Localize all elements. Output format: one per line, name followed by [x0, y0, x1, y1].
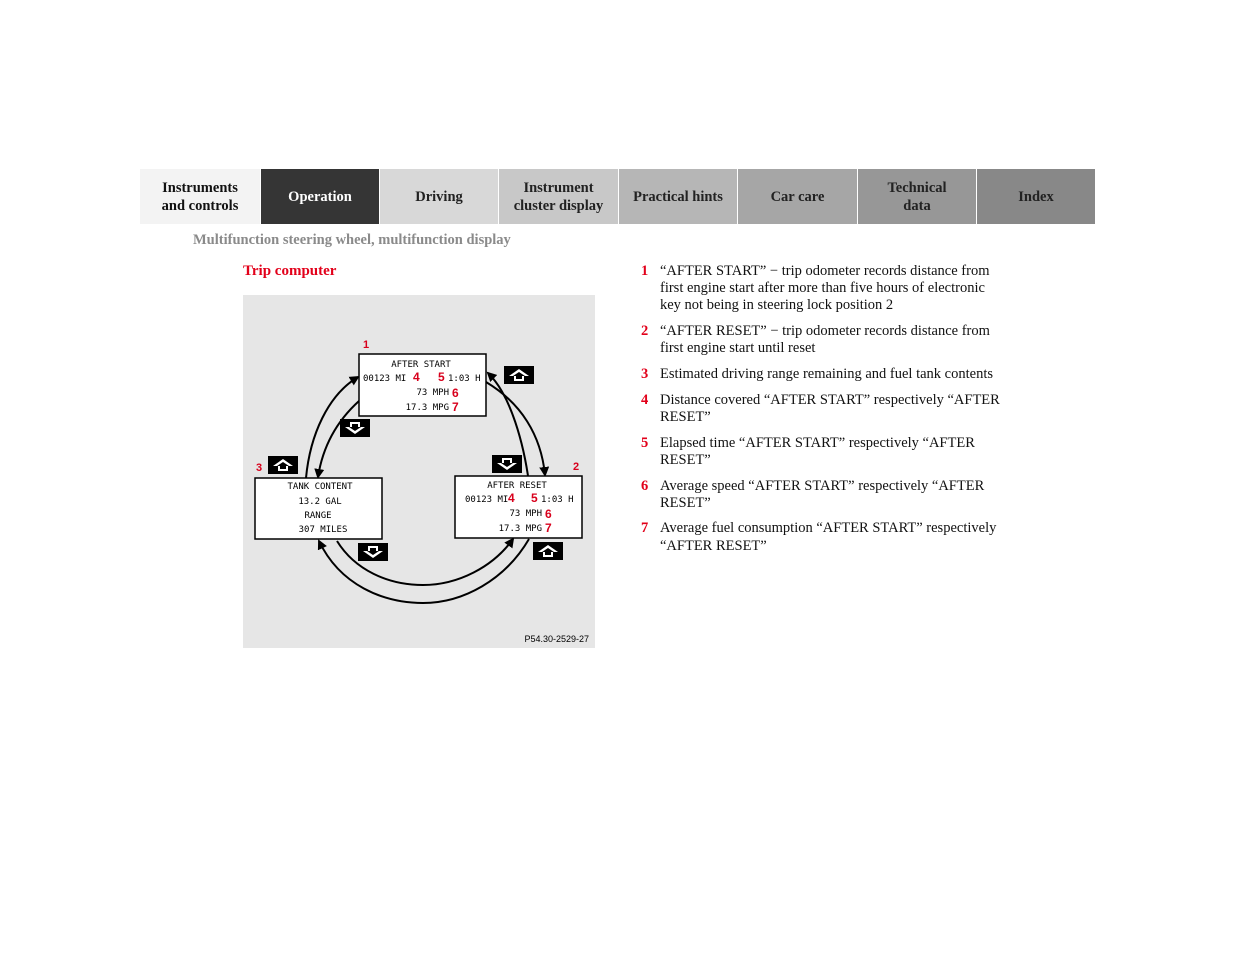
tab-practical-hints[interactable]: Practical hints — [618, 169, 737, 224]
legend-text: “AFTER RESET” − trip odometer records distance from first engine start until reset — [660, 323, 990, 357]
legend-list — [641, 263, 1001, 563]
display2-distance: 00123 MI — [465, 495, 509, 505]
tab-technical-data[interactable]: Technical data — [857, 169, 976, 224]
display1-speed: 73 MPH — [416, 388, 449, 398]
marker-4: 4 — [508, 491, 515, 505]
legend-number: 2 — [641, 323, 649, 340]
label-3: 3 — [256, 462, 263, 474]
legend-text: Average speed “AFTER START” respectively “AFTER RESET” — [660, 477, 985, 511]
label-1: 1 — [363, 339, 370, 351]
display3-title: TANK CONTENT — [287, 482, 353, 492]
display1-distance: 00123 MI — [363, 374, 407, 384]
legend-number: 5 — [641, 434, 649, 451]
down-button-icon — [340, 419, 370, 437]
legend-item — [641, 435, 1001, 469]
display2-time: 1:03 H — [541, 495, 574, 505]
legend-text: “AFTER START” − trip odometer records distance from first engine start after more than five hours of electronic key not being in steering lock position 2 — [660, 263, 990, 314]
legend-item — [641, 366, 1001, 383]
display2-speed: 73 MPH — [509, 509, 542, 519]
down-button-icon — [358, 543, 388, 561]
chapter-tab-bar — [140, 169, 1095, 224]
tab-instrument-cluster-display[interactable]: Instrument cluster display — [498, 169, 618, 224]
display1-fuel: 17.3 MPG — [405, 403, 449, 413]
marker-6: 6 — [545, 507, 552, 521]
sub-title: Trip computer — [243, 263, 337, 279]
legend-number: 6 — [641, 477, 649, 494]
display3-range-value: 307 MILES — [298, 525, 348, 535]
display1-title: AFTER START — [391, 360, 451, 370]
display-after-reset — [455, 476, 582, 538]
legend-item — [641, 520, 1001, 554]
marker-6: 6 — [452, 386, 459, 400]
display2-fuel: 17.3 MPG — [498, 524, 542, 534]
trip-computer-figure — [243, 295, 595, 648]
marker-7: 7 — [545, 521, 552, 535]
section-title: Multifunction steering wheel, multifunction display — [193, 232, 511, 248]
legend-item — [641, 478, 1001, 512]
tab-index[interactable]: Index — [976, 169, 1095, 224]
tab-operation[interactable]: Operation — [260, 169, 379, 224]
marker-4: 4 — [413, 370, 420, 384]
trip-computer-diagram — [243, 295, 595, 648]
up-button-icon — [533, 542, 563, 560]
legend-number: 3 — [641, 366, 649, 383]
display3-gallons: 13.2 GAL — [298, 497, 342, 507]
display1-time: 1:03 H — [448, 374, 481, 384]
marker-5: 5 — [438, 370, 445, 384]
tab-driving[interactable]: Driving — [379, 169, 498, 224]
legend-text: Estimated driving range remaining and fuel tank contents — [660, 366, 993, 383]
legend-item — [641, 392, 1001, 426]
figure-code: P54.30-2529-27 — [524, 634, 589, 644]
display-after-start — [359, 354, 486, 416]
label-2: 2 — [573, 461, 580, 473]
down-button-icon — [492, 455, 522, 473]
display-tank-content — [255, 478, 382, 539]
legend-item — [641, 323, 1001, 357]
arrow-2-to-3 — [319, 539, 529, 603]
legend-number: 1 — [641, 263, 649, 279]
legend-item — [641, 263, 1001, 315]
tab-instruments-and-controls[interactable]: Instruments and controls — [140, 169, 260, 224]
legend-text: Elapsed time “AFTER START” respectively “AFTER RESET” — [660, 434, 975, 468]
up-button-icon — [268, 456, 298, 474]
display3-range-label: RANGE — [304, 511, 332, 521]
display2-title: AFTER RESET — [487, 481, 547, 491]
legend-number: 4 — [641, 391, 649, 408]
marker-7: 7 — [452, 400, 459, 414]
marker-5: 5 — [531, 491, 538, 505]
up-button-icon — [504, 366, 534, 384]
legend-text: Average fuel consumption “AFTER START” respectively “AFTER RESET” — [660, 520, 997, 554]
legend-number: 7 — [641, 520, 649, 537]
legend-text: Distance covered “AFTER START” respectively “AFTER RESET” — [660, 391, 1000, 425]
tab-car-care[interactable]: Car care — [737, 169, 857, 224]
